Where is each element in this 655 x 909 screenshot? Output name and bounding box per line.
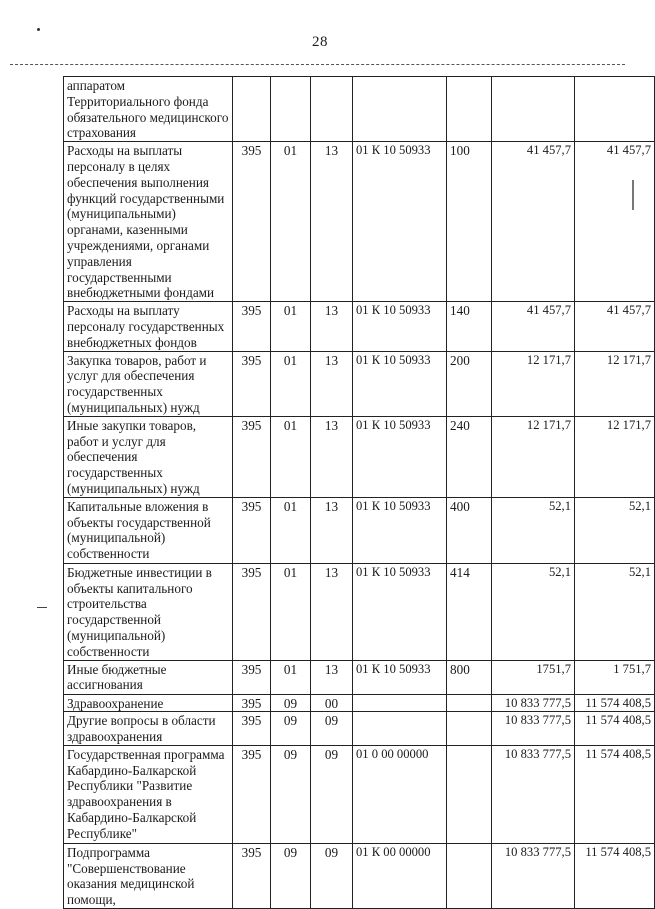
table-row [64, 497, 655, 563]
table-row [64, 843, 655, 908]
cell-pr: 13 [311, 142, 353, 302]
cell-sum-2: 11 574 408,5 [575, 712, 655, 746]
cell-csr: 01 К 10 50933 [353, 351, 447, 416]
cell-csr: 01 К 00 00000 [353, 843, 447, 908]
cell-name: Здравоохранение [64, 694, 233, 712]
cell-csr: 01 К 10 50933 [353, 563, 447, 660]
cell-ved [233, 77, 271, 142]
cell-vr [447, 694, 492, 712]
cell-pr: 13 [311, 563, 353, 660]
cell-pr: 00 [311, 694, 353, 712]
cell-csr: 01 К 10 50933 [353, 302, 447, 351]
cell-sum-1: 10 833 777,5 [492, 712, 575, 746]
cell-vr: 200 [447, 351, 492, 416]
cell-sum-1: 52,1 [492, 497, 575, 563]
cell-ved: 395 [233, 660, 271, 694]
cell-vr: 240 [447, 416, 492, 497]
cell-sum-2: 41 457,7 [575, 302, 655, 351]
cell-vr [447, 712, 492, 746]
cell-rz: 01 [271, 497, 311, 563]
cell-pr: 09 [311, 843, 353, 908]
cell-pr: 13 [311, 416, 353, 497]
table-row [64, 77, 655, 142]
table-row [64, 142, 655, 302]
cell-ved: 395 [233, 563, 271, 660]
cell-ved: 395 [233, 497, 271, 563]
cell-sum-1 [492, 77, 575, 142]
cell-name: Закупка товаров, работ и услуг для обеспечения государственных (муниципальных) нужд [64, 351, 233, 416]
cell-vr [447, 843, 492, 908]
cell-sum-2: 11 574 408,5 [575, 694, 655, 712]
cell-pr: 13 [311, 660, 353, 694]
cell-name: Другие вопросы в области здравоохранения [64, 712, 233, 746]
cell-name: Иные бюджетные ассигнования [64, 660, 233, 694]
cell-sum-1: 12 171,7 [492, 416, 575, 497]
cell-name: аппаратом Территориального фонда обязательного медицинского страхования [64, 77, 233, 142]
cell-sum-1: 41 457,7 [492, 142, 575, 302]
cell-sum-1: 52,1 [492, 563, 575, 660]
cell-ved: 395 [233, 142, 271, 302]
cell-pr: 13 [311, 351, 353, 416]
cell-ved: 395 [233, 843, 271, 908]
table-row [64, 745, 655, 843]
cell-rz: 01 [271, 351, 311, 416]
table-row [64, 694, 655, 712]
cell-sum-2: 52,1 [575, 497, 655, 563]
cell-pr: 13 [311, 497, 353, 563]
cell-csr: 01 К 10 50933 [353, 497, 447, 563]
margin-mark [37, 607, 47, 608]
cell-csr: 01 К 10 50933 [353, 416, 447, 497]
cell-rz: 09 [271, 745, 311, 843]
cell-name: Расходы на выплату персоналу государственных внебюджетных фондов [64, 302, 233, 351]
cell-sum-2: 1 751,7 [575, 660, 655, 694]
table-row [64, 416, 655, 497]
table-row [64, 351, 655, 416]
cell-pr: 09 [311, 712, 353, 746]
cell-ved: 395 [233, 745, 271, 843]
cell-csr: 01 К 10 50933 [353, 142, 447, 302]
table-row [64, 563, 655, 660]
cell-sum-2: 41 457,7 [575, 142, 655, 302]
cell-sum-1: 10 833 777,5 [492, 843, 575, 908]
cell-rz: 09 [271, 694, 311, 712]
cell-rz: 01 [271, 563, 311, 660]
cell-vr: 140 [447, 302, 492, 351]
cell-ved: 395 [233, 712, 271, 746]
cell-vr [447, 77, 492, 142]
cell-rz: 01 [271, 660, 311, 694]
cell-ved: 395 [233, 351, 271, 416]
cell-name: Капитальные вложения в объекты государственной (муниципальной) собственности [64, 497, 233, 563]
cell-ved: 395 [233, 416, 271, 497]
cell-csr: 01 0 00 00000 [353, 745, 447, 843]
cell-csr [353, 694, 447, 712]
cell-vr [447, 745, 492, 843]
header-rule [10, 64, 625, 65]
cell-name: Государственная программа Кабардино-Балкарской Республики "Развитие здравоохранения в Кабардино-Балкарской Республике" [64, 745, 233, 843]
cell-sum-1: 12 171,7 [492, 351, 575, 416]
cell-sum-2: 12 171,7 [575, 351, 655, 416]
cell-name: Расходы на выплаты персоналу в целях обеспечения выполнения функций государственными (муниципальными) органами, казенными учреждениями, органами управления государственными внебюджетными фондами [64, 142, 233, 302]
cell-rz: 09 [271, 712, 311, 746]
cell-pr: 13 [311, 302, 353, 351]
cell-sum-1: 1751,7 [492, 660, 575, 694]
table-row [64, 712, 655, 746]
budget-table [63, 76, 655, 909]
cell-sum-1: 10 833 777,5 [492, 745, 575, 843]
cell-rz: 01 [271, 416, 311, 497]
cell-sum-2: 11 574 408,5 [575, 843, 655, 908]
cell-rz: 01 [271, 302, 311, 351]
cell-name: Подпрограмма "Совершенствование оказания медицинской помощи, [64, 843, 233, 908]
table-row [64, 302, 655, 351]
cell-rz: 09 [271, 843, 311, 908]
cell-vr: 400 [447, 497, 492, 563]
cell-rz: 01 [271, 142, 311, 302]
cell-sum-1: 10 833 777,5 [492, 694, 575, 712]
cell-csr [353, 77, 447, 142]
cell-ved: 395 [233, 302, 271, 351]
page-number: 28 [312, 34, 328, 50]
cell-rz [271, 77, 311, 142]
cell-sum-2: 12 171,7 [575, 416, 655, 497]
cell-csr [353, 712, 447, 746]
cell-vr: 800 [447, 660, 492, 694]
cell-ved: 395 [233, 694, 271, 712]
cell-vr: 100 [447, 142, 492, 302]
cell-sum-1: 41 457,7 [492, 302, 575, 351]
cell-sum-2: 52,1 [575, 563, 655, 660]
cell-vr: 414 [447, 563, 492, 660]
cell-sum-2 [575, 77, 655, 142]
cell-sum-2: 11 574 408,5 [575, 745, 655, 843]
cell-name: Иные закупки товаров, работ и услуг для обеспечения государственных (муниципальных) нужд [64, 416, 233, 497]
scan-dot [37, 28, 40, 31]
cell-csr: 01 К 10 50933 [353, 660, 447, 694]
cell-name: Бюджетные инвестиции в объекты капитального строительства государственной (муниципальной) собственности [64, 563, 233, 660]
cell-pr [311, 77, 353, 142]
table-row [64, 660, 655, 694]
cell-pr: 09 [311, 745, 353, 843]
